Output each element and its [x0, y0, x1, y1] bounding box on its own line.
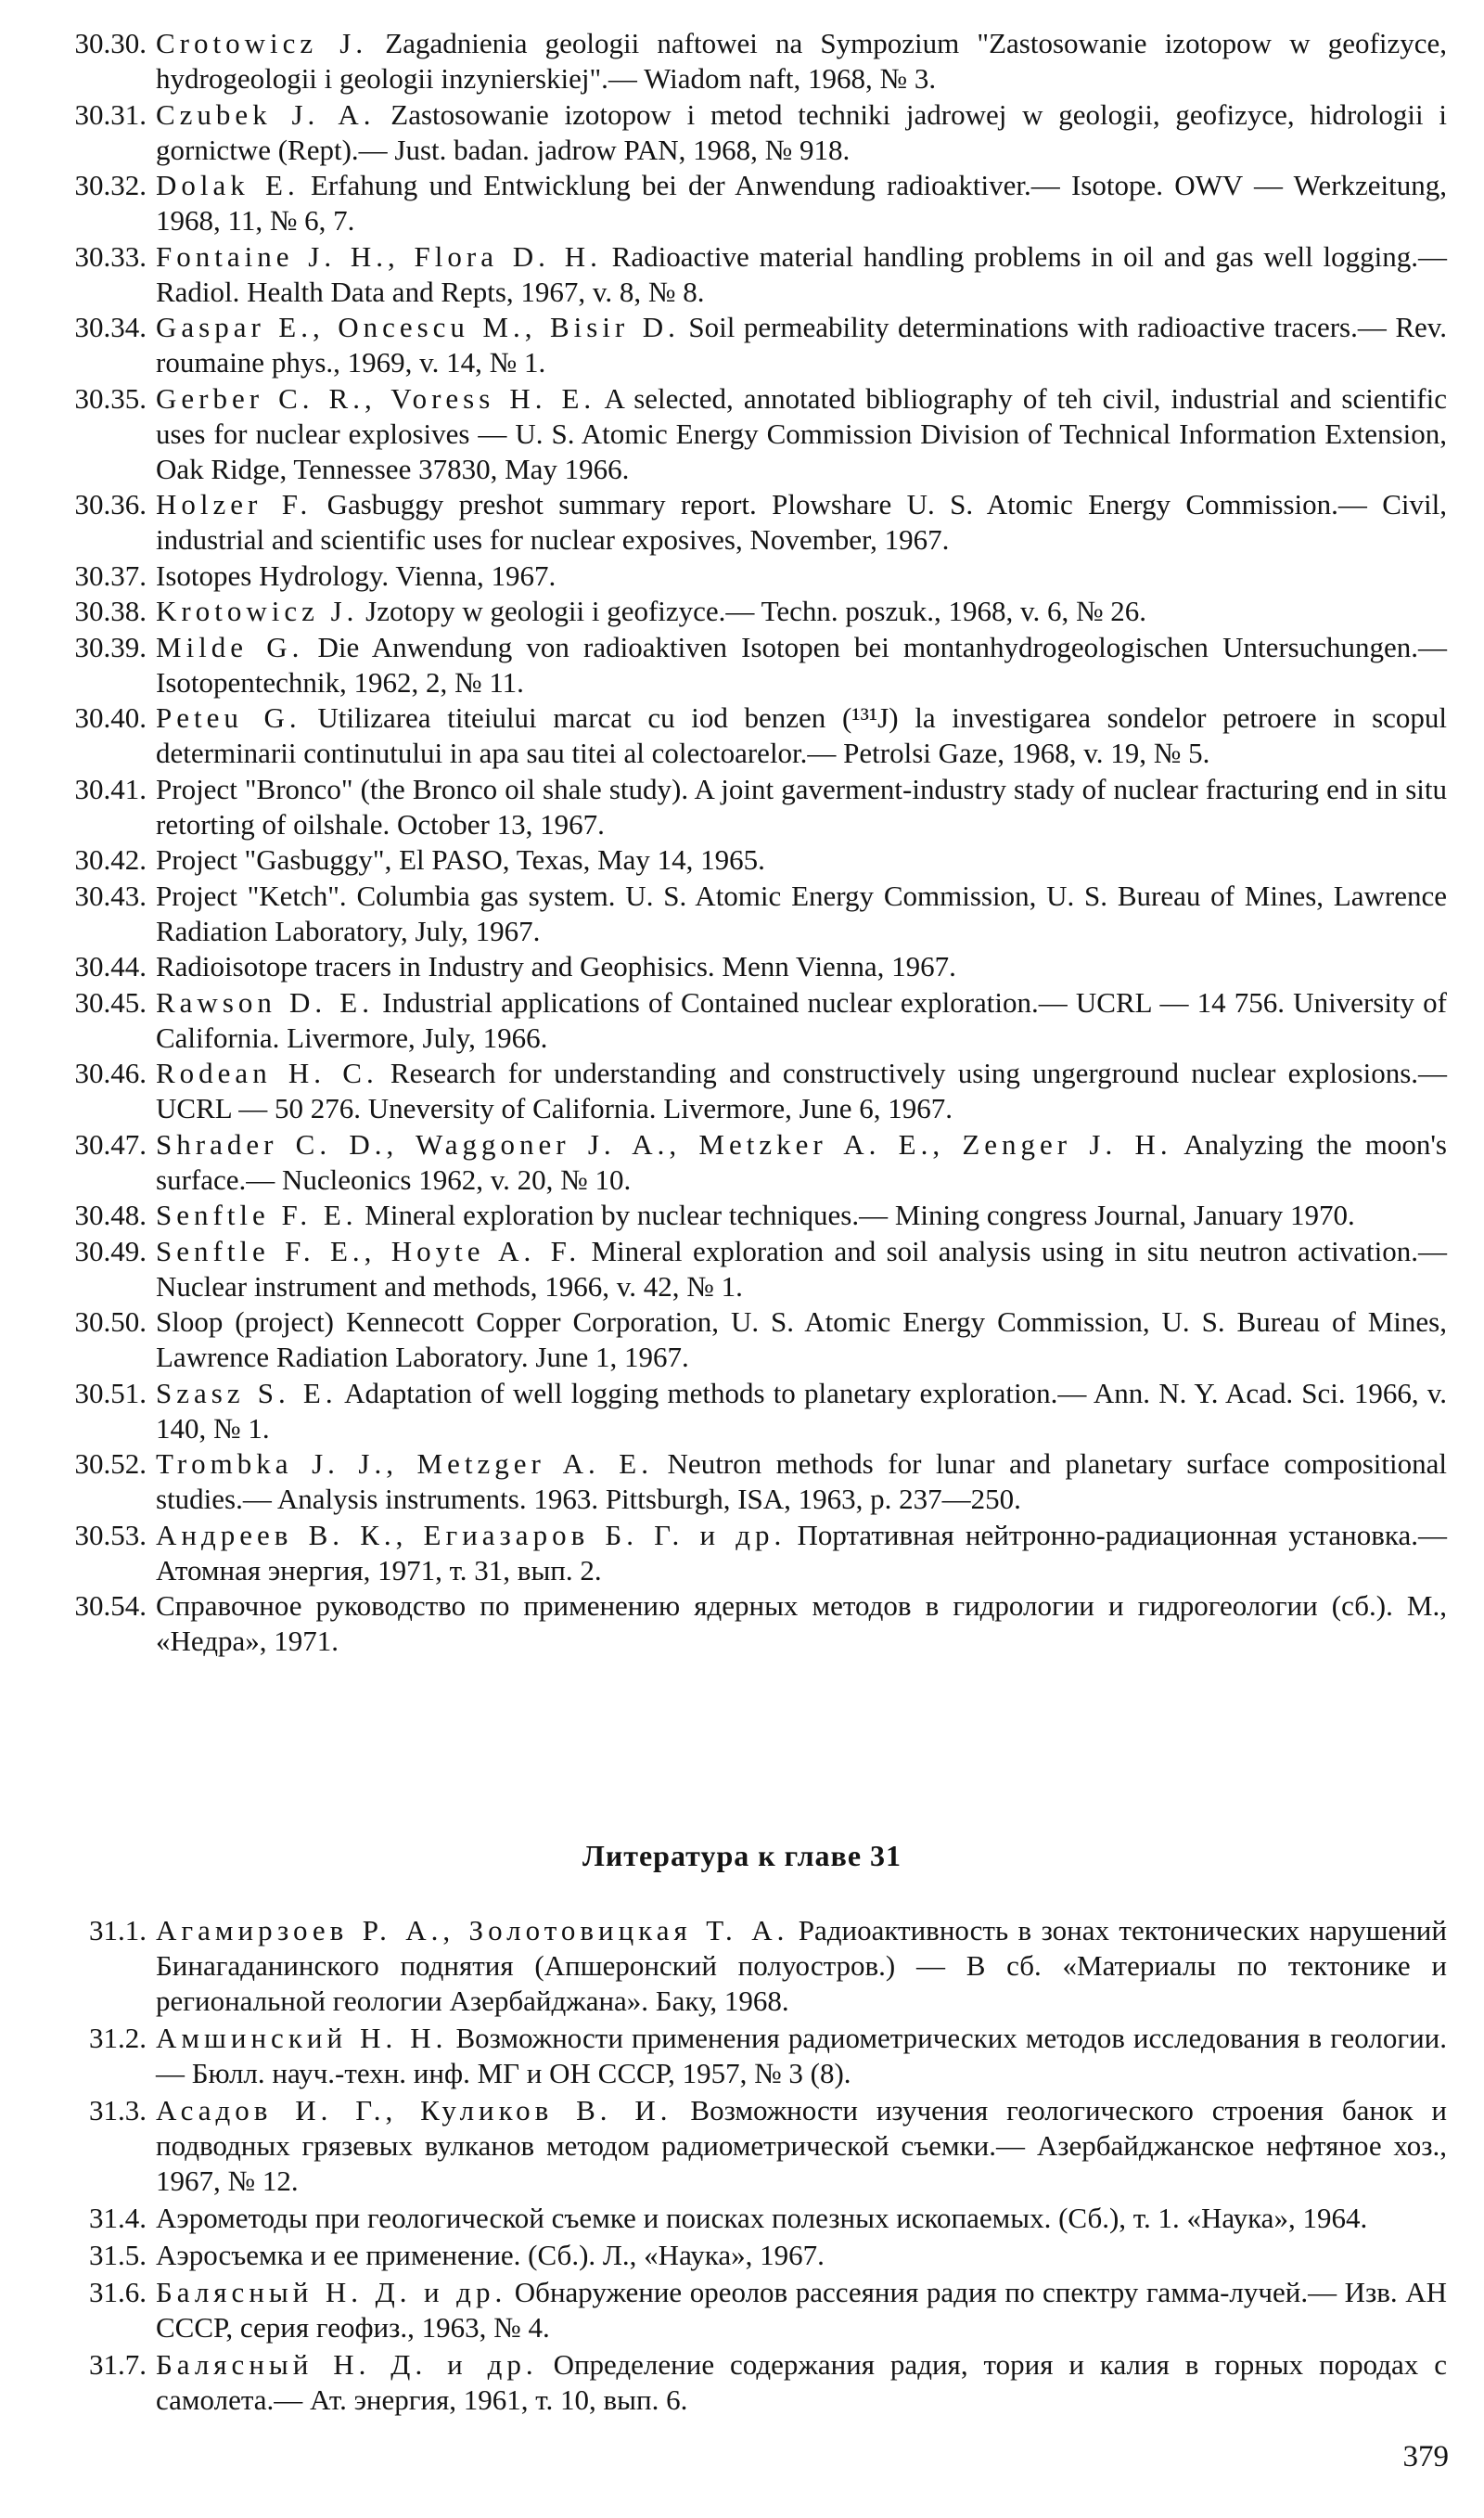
- entry-text: Die Anwendung von radioaktiven Isotopen bei montanhydrogeologischen Untersuchungen.— Isotopentechnik, 1962, 2, № 11.: [156, 630, 1448, 699]
- entry-body: [156, 2275, 1447, 2345]
- entry-author: Peteu G.: [156, 701, 301, 734]
- bibliography-entry: [37, 97, 1447, 168]
- entry-number: 31.4.: [89, 2202, 147, 2234]
- entry-number: 31.6.: [89, 2276, 147, 2308]
- entry-text: Industrial applications of Contained nuclear exploration.— UCRL — 14 756. University of California. Livermore, July, 1966.: [156, 985, 1448, 1054]
- entry-author: Агамирзоев Р. А., Золотовицкая Т. А.: [156, 1914, 789, 1946]
- bibliography-entry: [37, 879, 1447, 949]
- bibliography-entry: [37, 2238, 1447, 2273]
- entry-body: [156, 1127, 1447, 1198]
- bibliography-entry: [37, 1446, 1447, 1517]
- bibliography-entry: [37, 2275, 1447, 2345]
- entry-body: [156, 2093, 1447, 2199]
- entry-body: [156, 594, 1447, 629]
- entry-text: Jzotopy w geologii i geofizyce.— Techn. poszuk., 1968, v. 6, № 26.: [365, 595, 1147, 627]
- entry-body: [156, 949, 1447, 984]
- entry-body: [156, 381, 1447, 487]
- entry-body: [156, 1913, 1447, 2019]
- entry-author: Балясный Н. Д. и др.: [156, 2348, 538, 2381]
- entry-number: 30.51.: [74, 1376, 147, 1409]
- bibliography-entry: [37, 310, 1447, 380]
- entry-text: Research for understanding and constructively using ungerground nuclear explosions.— UCRL — 50 276. Uneversity of California. Livermore, June 6, 1967.: [156, 1057, 1448, 1124]
- entry-text: Isotopes Hydrology. Vienna, 1967.: [156, 559, 556, 592]
- entry-number: 30.41.: [74, 772, 147, 805]
- entry-body: [156, 700, 1447, 771]
- entry-number: 31.5.: [89, 2239, 147, 2271]
- entry-number: 30.38.: [74, 595, 147, 627]
- bibliography-entry: [37, 381, 1447, 487]
- entry-text: A selected, annotated bibliography of teh civil, industrial and scientific uses for nuclear explosives — U. S. Atomic Energy Commission Division of Technical Information Extension, Oak Ridge, Tennessee 37830, May 1966.: [156, 381, 1447, 485]
- bibliography-entry: [37, 772, 1447, 842]
- entry-author: Senftle F. E.: [156, 1199, 358, 1231]
- bibliography-entry: [37, 949, 1447, 984]
- bibliography-entry: [37, 1913, 1447, 2019]
- bibliography-entry: [37, 985, 1447, 1056]
- entry-text: Soil permeability determinations with radioactive tracers.— Rev. roumaine phys., 1969, v. 14, № 1.: [156, 311, 1448, 379]
- entry-text: Возможности применения радиометрических методов исследования в геологии.— Бюлл. науч.-техн. инф. МГ и ОН СССР, 1957, № 3 (8).: [156, 2022, 1447, 2089]
- entry-text: Project "Ketch". Columbia gas system. U. S. Atomic Energy Commission, U. S. Bureau of Mines, Lawrence Radiation Laboratory, July, 1967.: [156, 879, 1447, 947]
- entry-number: 30.36.: [74, 488, 147, 520]
- bibliography-entry: [37, 559, 1447, 594]
- entry-body: [156, 1588, 1447, 1659]
- entry-body: [156, 1376, 1447, 1446]
- entry-author: Trombka J. J., Metzger A. E.: [156, 1447, 653, 1480]
- page-number: 379: [1402, 2440, 1449, 2473]
- entry-number: 30.47.: [74, 1127, 147, 1161]
- entry-body: [156, 879, 1447, 949]
- entry-author: Gerber C. R., Voress H. E.: [156, 381, 596, 415]
- entry-author: Szasz S. E.: [156, 1376, 338, 1409]
- bibliography-entry: [37, 2347, 1447, 2418]
- entry-number: 30.46.: [74, 1057, 147, 1089]
- bibliography-entry: [37, 1518, 1447, 1588]
- bibliography-entry: [37, 239, 1447, 310]
- entry-text: Radioisotope tracers in Industry and Geophisics. Menn Vienna, 1967.: [156, 950, 956, 983]
- entry-author: Rawson D. E.: [156, 985, 374, 1019]
- entry-body: [156, 26, 1447, 96]
- bibliography-entry: [37, 842, 1447, 878]
- entry-text: Mineral exploration by nuclear techniques.— Mining congress Journal, January 1970.: [365, 1199, 1355, 1231]
- entry-author: Амшинский Н. Н.: [156, 2022, 448, 2054]
- entry-number: 30.48.: [74, 1199, 147, 1231]
- entry-number: 30.39.: [74, 630, 147, 663]
- entry-author: Rodean H. C.: [156, 1057, 378, 1089]
- entry-body: [156, 1198, 1447, 1233]
- entry-author: Crotowicz J.: [156, 27, 368, 59]
- entry-author: Shrader C. D., Waggoner J. A., Metzker A. E., Zenger J. H.: [156, 1127, 1172, 1161]
- entry-number: 30.54.: [74, 1589, 147, 1622]
- entry-number: 30.34.: [74, 311, 147, 343]
- bibliography-entry: [37, 700, 1447, 771]
- entry-body: [156, 2201, 1447, 2236]
- bibliography-entry: [37, 1376, 1447, 1446]
- entry-number: 30.32.: [74, 169, 147, 201]
- entry-text: Analyzing the moon's surface.— Nucleonics 1962, v. 20, № 10.: [156, 1127, 1447, 1196]
- bibliography-entry: [37, 1127, 1447, 1198]
- entry-body: [156, 1446, 1447, 1517]
- entry-body: [156, 1234, 1447, 1304]
- entry-body: [156, 2021, 1447, 2091]
- entry-author: Балясный Н. Д. и др.: [156, 2276, 507, 2308]
- bibliography-entry: [37, 487, 1447, 558]
- entry-text: Sloop (project) Kennecott Copper Corporation, U. S. Atomic Energy Commission, U. S. Bureau of Mines, Lawrence Radiation Laboratory. June 1, 1967.: [156, 1305, 1447, 1373]
- entry-number: 30.42.: [74, 843, 147, 876]
- entry-text: Справочное руководство по применению ядерных методов в гидрологии и гидрогеологии (сб.). М., «Недра», 1971.: [156, 1589, 1447, 1657]
- entry-number: 30.49.: [74, 1234, 147, 1267]
- entry-body: [156, 842, 1447, 878]
- entry-text: Портативная нейтронно-радиационная установка.— Атомная энергия, 1971, т. 31, вып. 2.: [156, 1518, 1447, 1587]
- bibliography-entry: [37, 2201, 1447, 2236]
- entry-body: [156, 487, 1447, 558]
- entry-body: [156, 559, 1447, 594]
- bibliography-entry: [37, 1304, 1447, 1375]
- entry-author: Milde G.: [156, 630, 304, 663]
- entry-body: [156, 630, 1447, 700]
- entry-body: [156, 1518, 1447, 1588]
- entry-text: Аэрометоды при геологической съемке и поисках полезных ископаемых. (Сб.), т. 1. «Наука», 1964.: [156, 2202, 1368, 2234]
- entry-number: 31.7.: [89, 2348, 147, 2381]
- entry-author: Fontaine J. H., Flora D. H.: [156, 239, 602, 273]
- bibliography-entry: [37, 1198, 1447, 1233]
- entry-author: Dolak E.: [156, 169, 300, 201]
- entry-number: 30.52.: [74, 1447, 147, 1480]
- bibliography-entry: [37, 630, 1447, 700]
- entry-number: 30.43.: [74, 879, 147, 912]
- entry-text: Gasbuggy preshot summary report. Plowshare U. S. Atomic Energy Commission.— Civil, industrial and scientific uses for nuclear exposives, November, 1967.: [156, 488, 1448, 556]
- entry-author: Андреев В. К., Егиазаров Б. Г. и др.: [156, 1518, 787, 1551]
- entry-body: [156, 1304, 1447, 1375]
- entry-body: [156, 772, 1447, 842]
- entry-number: 30.31.: [74, 97, 147, 131]
- entry-body: [156, 239, 1447, 310]
- entry-author: Czubek J. A.: [156, 97, 376, 131]
- entry-text: Определение содержания радия, тория и калия в горных породах с самолета.— Ат. энергия, 1961, т. 10, вып. 6.: [156, 2348, 1447, 2416]
- entry-number: 30.50.: [74, 1305, 147, 1338]
- bibliography-entry: [37, 594, 1447, 629]
- entry-number: 30.45.: [74, 985, 147, 1019]
- bibliography-entry: [37, 2093, 1447, 2199]
- bibliography-entry: [37, 1056, 1447, 1126]
- entry-text: Project "Bronco" (the Bronco oil shale study). A joint gaverment-industry stady of nuclear fracturing end in situ retorting of oilshale. October 13, 1967.: [156, 772, 1447, 841]
- entry-text: Аэросъемка и ее применение. (Сб.). Л., «Наука», 1967.: [156, 2239, 825, 2271]
- entry-text: Adaptation of well logging methods to planetary exploration.— Ann. N. Y. Acad. Sci. 1966, v. 140, № 1.: [156, 1376, 1447, 1445]
- entry-number: 31.3.: [89, 2094, 147, 2126]
- entry-body: [156, 1056, 1447, 1126]
- entry-author: Holzer F.: [156, 488, 313, 520]
- entry-text: Zagadnienia geologii naftowei na Sympozium "Zastosowanie izotopow w geofizyce, hydrogeologii i geologii inzynierskiej".— Wiadom naft, 1968, № 3.: [156, 27, 1447, 95]
- entry-body: [156, 310, 1447, 380]
- entry-number: 30.37.: [74, 559, 147, 592]
- bibliography-list-chapter-31: [37, 1913, 1447, 2420]
- entry-body: [156, 985, 1447, 1056]
- bibliography-entry: [37, 1588, 1447, 1659]
- entry-author: Асадов И. Г., Куликов В. И.: [156, 2094, 672, 2126]
- entry-number: 30.53.: [74, 1518, 147, 1551]
- entry-text: Обнаружение ореолов рассеяния радия по спектру гамма-лучей.— Изв. АН СССР, серия геофиз., 1963, № 4.: [156, 2276, 1447, 2344]
- entry-body: [156, 2347, 1447, 2418]
- entry-text: Project "Gasbuggy", El PASO, Texas, May 14, 1965.: [156, 843, 765, 876]
- section-heading: Литература к главе 31: [582, 1839, 902, 1872]
- bibliography-entry: [37, 168, 1447, 238]
- entry-number: 30.33.: [74, 239, 147, 273]
- entry-number: 30.40.: [74, 701, 147, 734]
- entry-text: Erfahung und Entwicklung bei der Anwendung radioaktiver.— Isotope. OWV — Werkzeitung, 1968, 11, № 6, 7.: [156, 169, 1448, 237]
- entry-text: Radioactive material handling problems in oil and gas well logging.— Radiol. Health Data and Repts, 1967, v. 8, № 8.: [156, 239, 1448, 308]
- entry-body: [156, 168, 1447, 238]
- entry-number: 31.1.: [89, 1914, 147, 1946]
- entry-text: Utilizarea titeiului marcat cu iod benzen (¹³¹J) la investigarea sondelor petroere in scopul determinarii continutului in apa sau titei al colectoarelor.— Petrolsi Gaze, 1968, v. 19, № 5.: [156, 701, 1448, 769]
- entry-number: 30.35.: [74, 381, 147, 415]
- entry-number: 30.44.: [74, 950, 147, 983]
- entry-text: Neutron methods for lunar and planetary surface compositional studies.— Analysis instruments. 1963. Pittsburgh, ISA, 1963, p. 237—250.: [156, 1447, 1448, 1515]
- entry-author: Krotowicz J.: [156, 595, 359, 627]
- entry-body: [156, 2238, 1447, 2273]
- bibliography-entry: [37, 2021, 1447, 2091]
- bibliography-entry: [37, 26, 1447, 96]
- bibliography-entry: [37, 1234, 1447, 1304]
- entry-number: 30.30.: [74, 27, 147, 59]
- bibliography-list-chapter-30: [37, 26, 1447, 1660]
- entry-text: Радиоактивность в зонах тектонических нарушений Бинагаданинского поднятия (Апшеронский полуостров.) — В сб. «Материалы по тектонике и региональной геологии Азербайджана». Баку, 1968.: [156, 1914, 1447, 2017]
- entry-text: Zastosowanie izotopow i metod techniki jadrowej w geologii, geofizyce, hidrologii i gornictwe (Rept).— Just. badan. jadrow PAN, 1968, № 918.: [156, 97, 1448, 166]
- entry-body: [156, 97, 1447, 168]
- entry-text: Mineral exploration and soil analysis using in situ neutron activation.— Nuclear instrument and methods, 1966, v. 42, № 1.: [156, 1234, 1447, 1303]
- entry-text: Возможности изучения геологического строения банок и подводных грязевых вулканов методом радиометрической съемки.— Азербайджанское нефтяное хоз., 1967, № 12.: [156, 2094, 1448, 2197]
- entry-number: 31.2.: [89, 2022, 147, 2054]
- entry-author: Senftle F. E., Hoyte A. F.: [156, 1234, 582, 1267]
- entry-author: Gaspar E., Oncescu M., Bisir D.: [156, 311, 680, 343]
